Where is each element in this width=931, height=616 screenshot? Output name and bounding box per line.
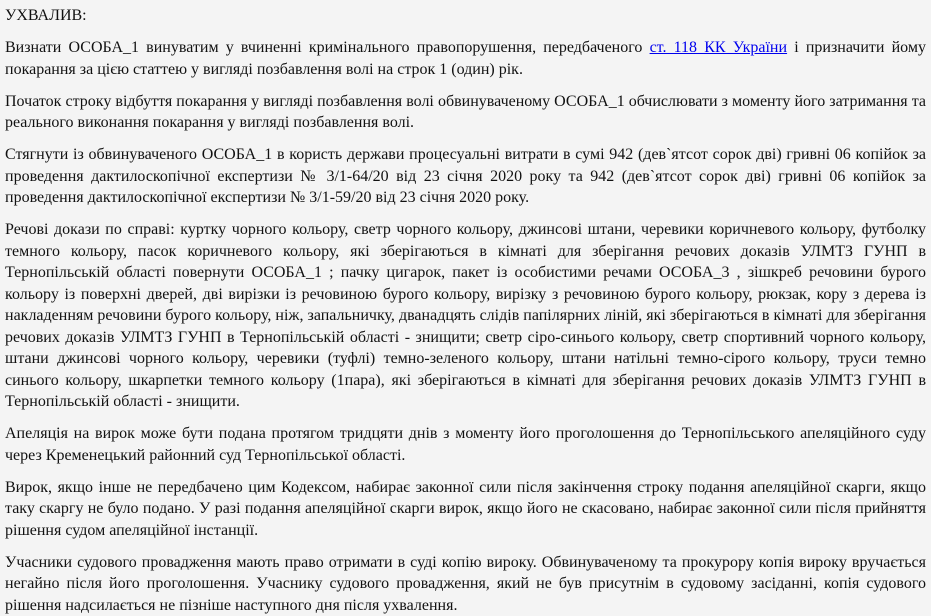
verdict-heading: УХВАЛИВ: bbox=[5, 5, 926, 27]
paragraph-term-start: Початок строку відбуття покарання у вигляді позбавлення волі обвинуваченому ОСОБА_1 обчислювати з моменту його затримання та реального виконання покарання у вигляді позбавлення волі. bbox=[5, 91, 926, 134]
paragraph-copies: Учасники судового провадження мають право отримати в суді копію вироку. Обвинуваченому та прокурору копія вироку вручається негайно після його проголошення. Учаснику судового провадження, який не був присутнім в судовому засіданні, копія судового рішення надсилається не пізніше наступного дня після ухвалення. bbox=[5, 552, 926, 616]
paragraph-evidence: Речові докази по справі: куртку чорного кольору, светр чорного кольору, джинсові штани, черевики коричневого кольору, футболку темного кольору, пасок коричневого кольору, які зберігаються в кімнаті для зберігання речових доказів УЛМТЗ ГУНП в Тернопільській області повернути ОСОБА_1 ; пачку цигарок, пакет із особистими речами ОСОБА_3 , зішкреб речовини бурого кольору із поверхні дверей, дві вирізки із речовиною бурого кольору, вирізку з речовиною бурого кольору, рюкзак, кору з дерева із накладенням речовини бурого кольору, ніж, запальничку, дванадцять слідів папілярних ліній, які зберігаються в кімнаті для зберігання речових доказів УЛМТЗ ГУНП в Тернопільській області - знищити; светр сіро-синього кольору, светр спортивний чорного кольору, штани джинсові чорного кольору, черевики (туфлі) темно-зеленого кольору, штани натільні темно-сірого кольору, труси темно синього кольору, шкарпетки темного кольору (1пара), які зберігаються в кімнаті для зберігання речових доказів УЛМТЗ ГУНП в Тернопільській області - знищити. bbox=[5, 219, 926, 413]
paragraph-costs: Стягнути із обвинуваченого ОСОБА_1 в користь держави процесуальні витрати в сумі 942 (дев`ятсот сорок дві) гривні 06 копійок за проведення дактилоскопічної експертизи № 3/1-64/20 від 23 січня 2020 року та 942 (дев`ятсот сорок дві) гривні 06 копійок за проведення дактилоскопічної експертизи № 3/1-59/20 від 23 січня 2020 року. bbox=[5, 144, 926, 209]
sentence-text-end: і призначити йому покарання за цією статтею у вигляді позбавлення волі на строк 1 (один) рік. bbox=[5, 39, 926, 78]
article-link[interactable]: ст. 118 КК України bbox=[650, 39, 787, 56]
paragraph-sentence bbox=[5, 37, 926, 80]
sentence-text: Визнати ОСОБА_1 винуватим у вчиненні кримінального правопорушення, передбаченого bbox=[5, 39, 650, 56]
paragraph-appeal: Апеляція на вирок може бути подана протягом тридцяти днів з моменту його проголошення до Тернопільського апеляційного суду через Кременецький районний суд Тернопільської області. bbox=[5, 423, 926, 466]
paragraph-effect: Вирок, якщо інше не передбачено цим Кодексом, набирає законної сили після закінчення строку подання апеляційної скарги, якщо таку скаргу не було подано. У разі подання апеляційної скарги вирок, якщо його не скасовано, набирає законної сили після прийняття рішення судом апеляційної інстанції. bbox=[5, 477, 926, 542]
